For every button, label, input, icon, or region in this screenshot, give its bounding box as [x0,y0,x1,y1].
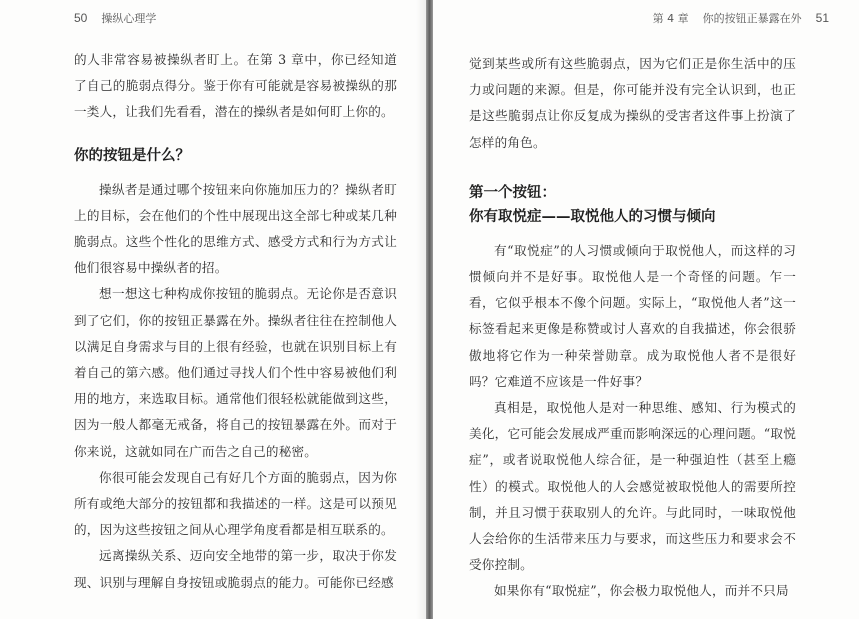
right-running-title: 你的按钮正暴露在外 [702,12,802,25]
paragraph: 想一想这七种构成你按钮的脆弱点。无论你是否意识到了它们，你的按钮正暴露在外。操纵者往往在控制他人以满足自身需求与目的上很有经验，也就在识别目标上有着自己的第六感。他们通过寻找人们个性中容易被他们利用的地方，来选取目标。通常他们很轻松就能做到这些，因为一般人都毫无戒备，将自己的按钮暴露在外。而对于你来说，这就如同在广而告之自己的秘密。 [74,286,397,459]
right-running-head [653,10,829,26]
section-heading-line1: 第一个按钮： [469,184,556,201]
book-gutter [426,0,433,619]
left-page-body [74,47,397,596]
left-page [0,0,426,619]
paragraph: 操纵者是通过哪个按钮来向你施加压力的？操纵者盯上的目标，会在他们的个性中展现出这全部七种或某几种脆弱点。这些个性化的思维方式、感受方式和行为方式让他们很容易中操纵者的招。 [74,181,397,276]
left-running-title: 操纵心理学 [101,12,157,25]
right-page [433,0,859,619]
left-page-number: 50 [74,11,88,25]
paragraph: 真相是，取悦他人是对一种思维、感知、行为模式的美化，它可能会发展成严重而影响深远的心理问题。“取悦症”，或者说取悦他人综合征，是一种强迫性（甚至上瘾性）的模式。取悦他人的人会感觉被取悦他人的需要所控制，并且习惯于获取别人的允许。与此同时，一味取悦他人会给你的生活带来压力与要求，而这些压力和要求会不受你控制。 [469,400,796,573]
section-heading-line2: 你有取悦症——取悦他人的习惯与倾向 [469,208,716,225]
section-heading: 你的按钮是什么？ [74,147,190,164]
right-page-number: 51 [815,11,829,25]
paragraph: 的人非常容易被操纵者盯上。在第 3 章中，你已经知道了自己的脆弱点得分。鉴于你有可能就是容易被操纵的那一类人，让我们先看看，潜在的操纵者是如何盯上你的。 [74,52,397,120]
right-page-body [469,51,796,605]
paragraph: 你很可能会发现自己有好几个方面的脆弱点，因为你所有或绝大部分的按钮都和我描述的一样。这是可以预见的，因为这些按钮之间从心理学角度看都是相互联系的。 [74,469,397,538]
paragraph: 觉到某些或所有这些脆弱点，因为它们正是你生活中的压力或问题的来源。但是，你可能并没有完全认识到，也正是这些脆弱点让你反复成为操纵的受害者这件事上扮演了怎样的角色。 [469,56,796,150]
left-running-head [74,10,156,26]
chapter-label: 第 4 章 [652,12,689,25]
paragraph: 远离操纵关系、迈向安全地带的第一步，取决于你发现、识别与理解自身按钮或脆弱点的能力。可能你已经感 [74,548,397,590]
paragraph: 如果你有“取悦症”，你会极力取悦他人，而并不只局 [494,583,789,599]
paragraph: 有“取悦症”的人习惯或倾向于取悦他人，而这样的习惯倾向并不是好事。取悦他人是一个奇怪的问题。乍一看，它似乎根本不像个问题。实际上，“取悦他人者”这一标签看起来更像是称赞或讨人喜欢的自我描述，你会很骄傲地将它作为一种荣誉勋章。成为取悦他人者不是很好吗？它难道不应该是一件好事？ [469,242,796,389]
